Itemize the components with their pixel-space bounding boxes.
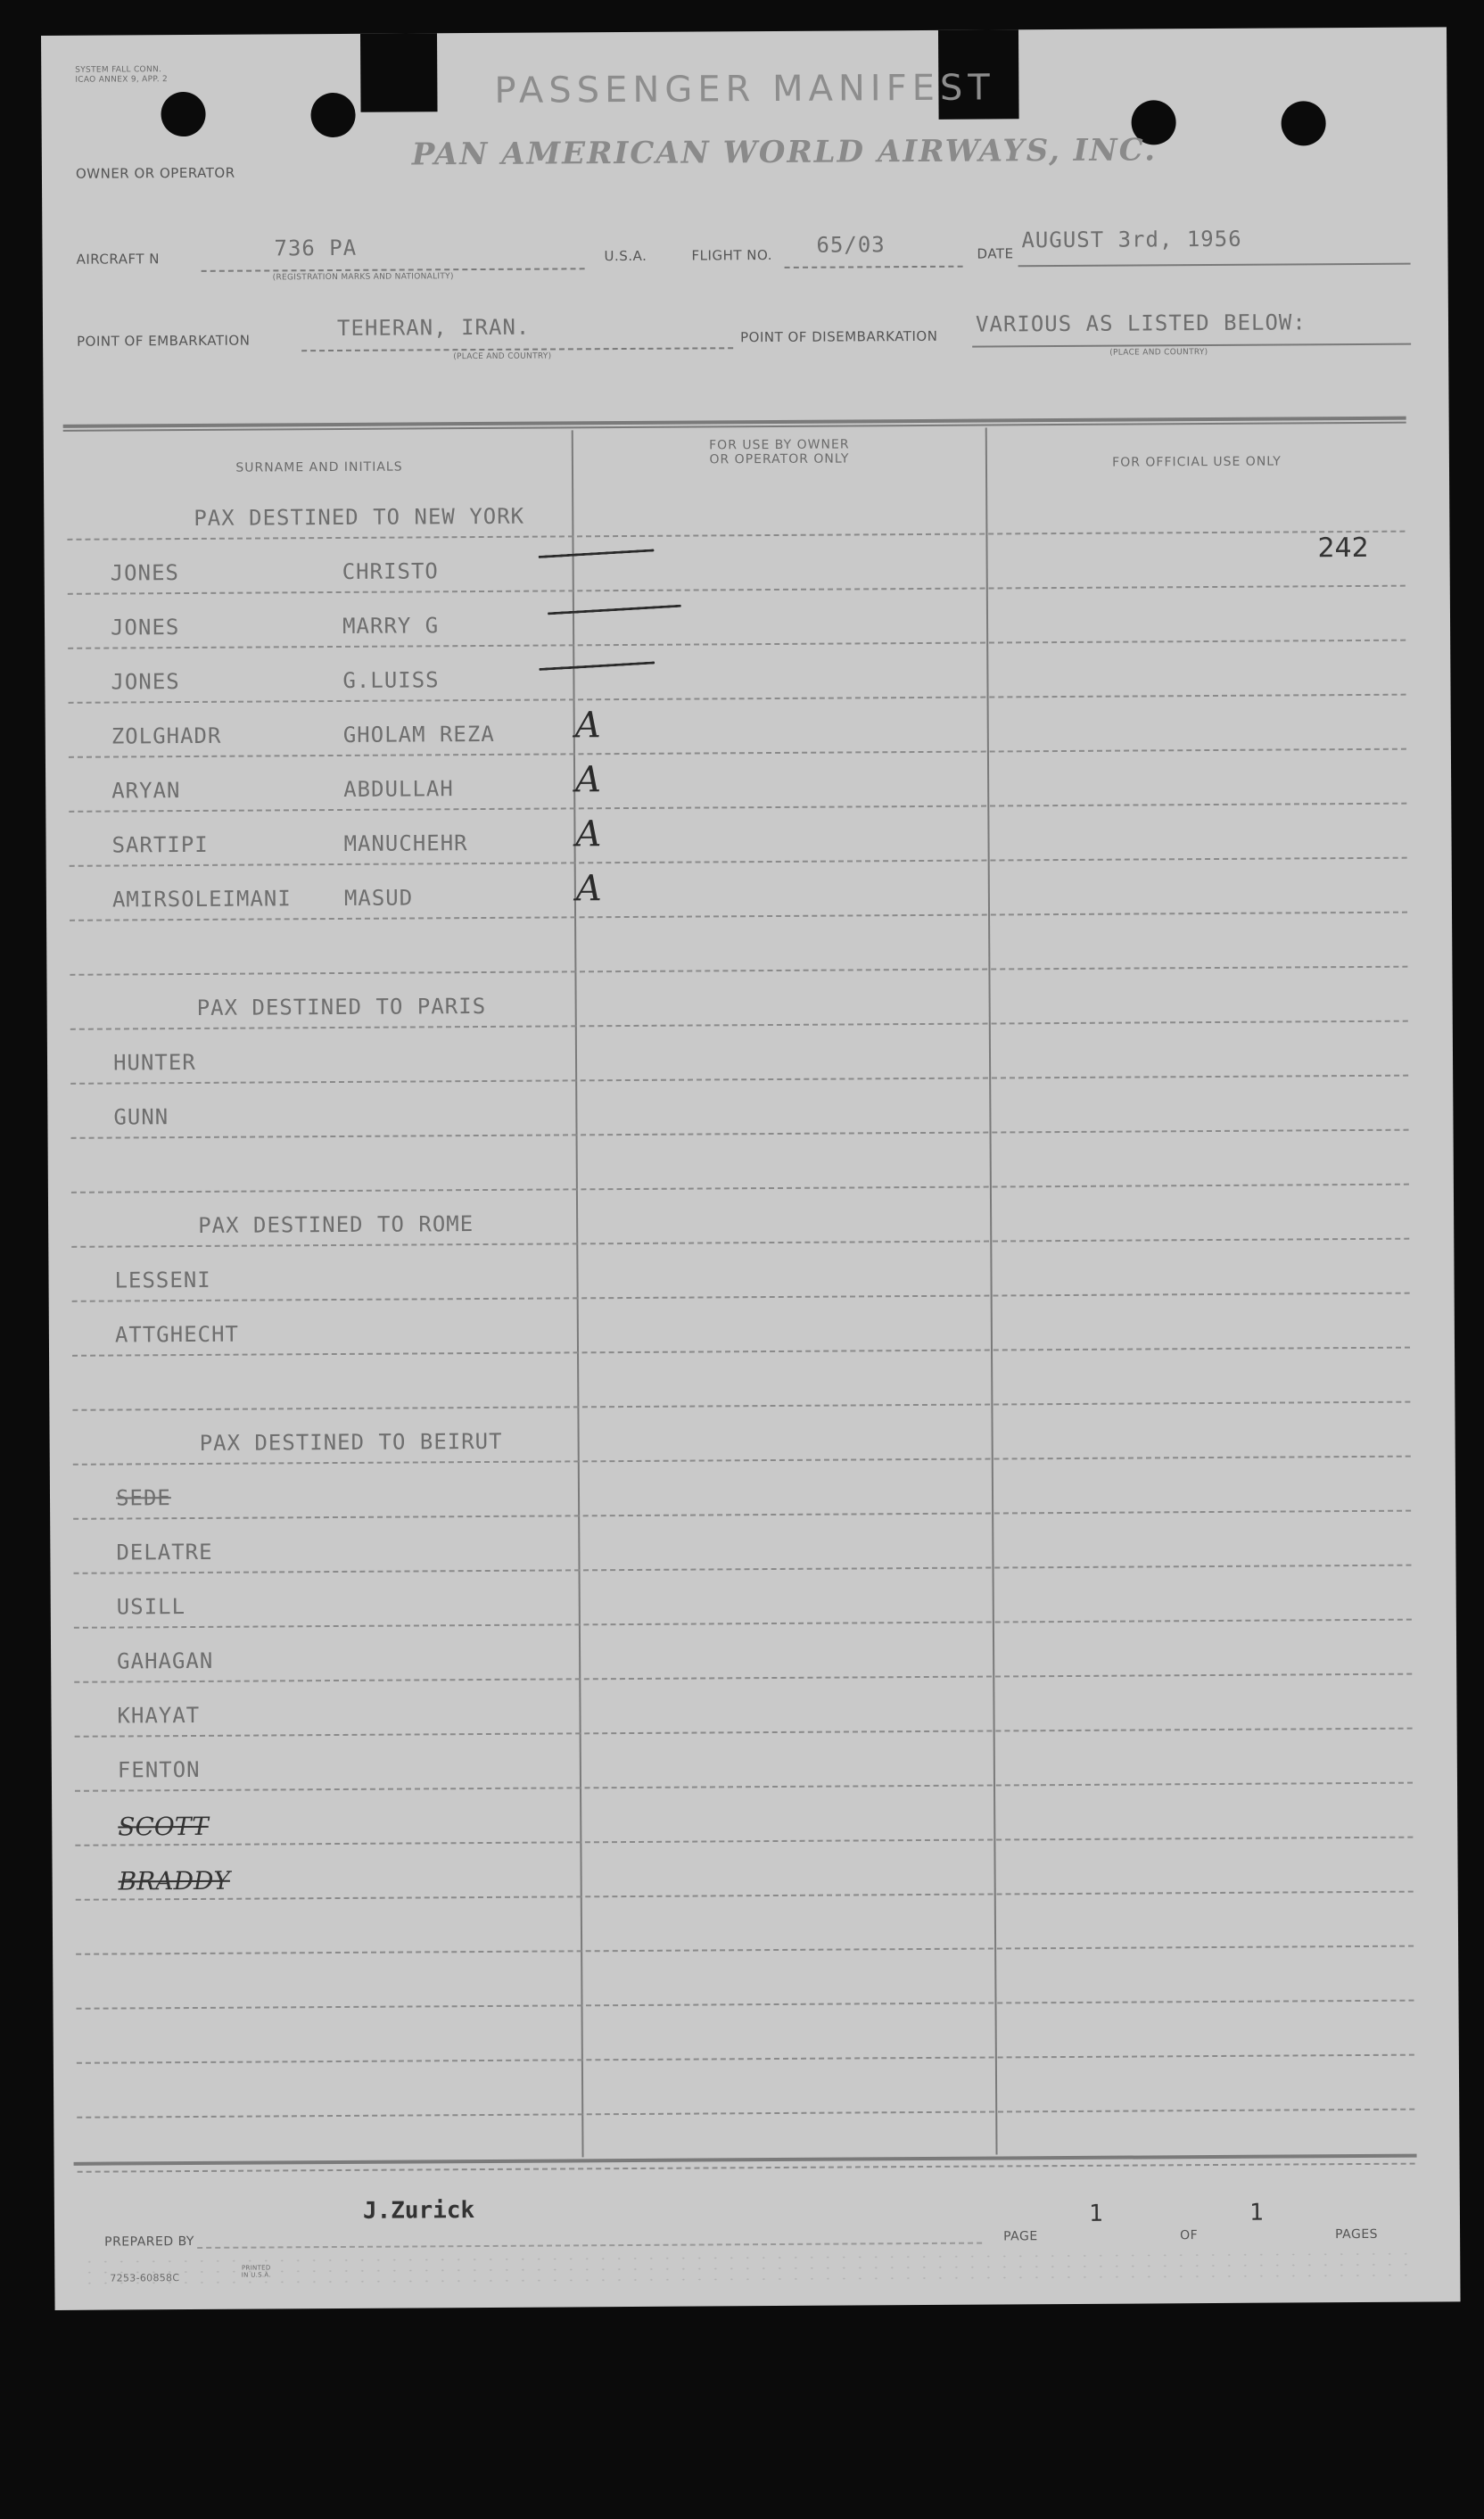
row-line <box>75 1728 1413 1738</box>
row-line <box>70 966 1407 976</box>
operator-check-mark: A <box>574 759 602 801</box>
row-line <box>67 531 1405 541</box>
row-line <box>69 694 1406 704</box>
prepared-by-value: J.Zurick <box>362 2197 475 2225</box>
row-line <box>70 912 1407 921</box>
group-heading-beirut: PAX DESTINED TO BEIRUT <box>199 1428 503 1456</box>
passenger-surname: SEDE <box>115 1485 171 1511</box>
pages-label: PAGES <box>1335 2226 1379 2242</box>
aircraft-label: AIRCRAFT N <box>76 251 161 268</box>
row-line <box>72 1293 1410 1302</box>
passenger-surname: JONES <box>110 615 180 640</box>
row-line <box>71 1184 1409 1193</box>
passenger-given-name: MANUCHEHR <box>343 830 468 856</box>
row-line <box>73 1456 1411 1466</box>
passenger-given-name: CHRISTO <box>342 558 439 584</box>
row-line <box>76 1945 1414 1955</box>
aircraft-value: 736 PA <box>274 235 358 261</box>
form-code: 7253-60858C <box>110 2272 180 2284</box>
row-line <box>70 1020 1408 1030</box>
flight-label: FLIGHT NO. <box>691 246 773 264</box>
passenger-surname: ARYAN <box>111 778 181 804</box>
passenger-surname: JONES <box>110 560 180 586</box>
date-label: DATE <box>977 245 1014 262</box>
column-divider-2 <box>985 428 998 2155</box>
passenger-given-name: GHOLAM REZA <box>342 721 495 747</box>
row-line <box>70 857 1407 867</box>
group-heading-new-york: PAX DESTINED TO NEW YORK <box>194 503 525 531</box>
date-underline <box>1018 263 1411 268</box>
passenger-surname: USILL <box>116 1594 186 1620</box>
passenger-surname: AMIRSOLEIMANI <box>111 886 292 913</box>
column-header-operator-line-2: OR OPERATOR ONLY <box>709 451 850 467</box>
page-label: PAGE <box>1003 2229 1038 2244</box>
row-line <box>71 1238 1409 1248</box>
passenger-surname: HUNTER <box>112 1049 196 1076</box>
embarkation-label: POINT OF EMBARKATION <box>77 332 251 350</box>
row-line <box>73 1510 1411 1520</box>
column-header-official: FOR OFFICIAL USE ONLY <box>1112 454 1282 470</box>
page-number: 1 <box>1088 2200 1103 2227</box>
aircraft-underline <box>202 268 585 272</box>
row-line <box>74 1673 1412 1683</box>
disembarkation-underline <box>972 343 1411 348</box>
group-heading-rome: PAX DESTINED TO ROME <box>198 1211 474 1238</box>
disembarkation-label: POINT OF DISEMBARKATION <box>740 327 938 346</box>
flight-value: 65/03 <box>816 232 886 258</box>
operator-check-mark: A <box>575 868 602 910</box>
punch-hole-left-2 <box>310 93 355 137</box>
passenger-given-name: G.LUISS <box>342 667 440 693</box>
passenger-surname: SARTIPI <box>111 831 209 858</box>
passenger-surname: LESSENI <box>114 1267 211 1293</box>
passenger-surname: GAHAGAN <box>117 1648 214 1674</box>
of-label: OF <box>1180 2228 1199 2243</box>
row-line <box>74 1619 1412 1629</box>
form-reference-line-1: SYSTEM FALL CONN. <box>75 65 162 75</box>
passenger-surname: GUNN <box>113 1104 169 1130</box>
row-line <box>69 748 1406 758</box>
row-line <box>77 2054 1414 2064</box>
disembarkation-sub: (PLACE AND COUNTRY) <box>1109 348 1208 358</box>
operator-check-dash <box>539 661 655 671</box>
passenger-surname: JONES <box>111 669 180 695</box>
owner-value: PAN AMERICAN WORLD AIRWAYS, INC. <box>411 132 1158 173</box>
date-value: AUGUST 3rd, 1956 <box>1021 226 1242 253</box>
country-label: U.S.A. <box>604 247 647 265</box>
row-line <box>70 1075 1408 1085</box>
official-note: 242 <box>1317 532 1369 565</box>
row-line <box>72 1347 1410 1357</box>
embarkation-underline <box>301 347 733 351</box>
row-line <box>72 1401 1410 1411</box>
passenger-surname: ATTGHECHT <box>114 1321 240 1348</box>
row-line <box>77 2000 1414 2010</box>
row-line <box>77 2109 1414 2118</box>
column-divider-1 <box>572 430 584 2157</box>
row-line <box>75 1782 1413 1792</box>
passenger-surname: KHAYAT <box>117 1702 201 1729</box>
passenger-given-name: MARRY G <box>342 613 440 639</box>
row-line <box>71 1129 1409 1139</box>
row-line <box>75 1837 1413 1846</box>
passenger-surname: BRADDY <box>118 1865 231 1896</box>
passenger-surname: FENTON <box>117 1756 201 1783</box>
owner-label: OWNER OR OPERATOR <box>75 164 235 182</box>
row-line <box>68 640 1406 649</box>
aircraft-sub: (REGISTRATION MARKS AND NATIONALITY) <box>272 272 454 283</box>
passenger-given-name: ABDULLAH <box>343 776 454 802</box>
printed-in: PRINTED IN U.S.A. <box>241 2264 271 2279</box>
operator-check-dash <box>548 605 681 615</box>
passenger-surname: SCOTT <box>118 1811 209 1842</box>
paper-speckle <box>81 2249 1419 2292</box>
embarkation-sub: (PLACE AND COUNTRY) <box>453 351 552 362</box>
column-header-operator <box>573 437 985 468</box>
flight-underline <box>785 266 963 268</box>
group-heading-paris: PAX DESTINED TO PARIS <box>196 993 487 1020</box>
passenger-surname: ZOLGHADR <box>111 723 222 749</box>
operator-check-mark: A <box>574 705 601 747</box>
page-title: PASSENGER MANIFEST <box>494 67 995 111</box>
column-header-surname: SURNAME AND INITIALS <box>235 459 403 475</box>
row-line <box>68 585 1406 595</box>
row-line <box>69 803 1406 813</box>
punch-hole-right-2 <box>1281 101 1325 145</box>
passenger-surname: DELATRE <box>116 1539 213 1565</box>
form-reference-line-2: ICAO ANNEX 9, APP. 2 <box>75 75 169 85</box>
operator-check-dash <box>539 549 655 558</box>
row-line <box>76 1891 1414 1901</box>
prepared-by-underline <box>197 2242 982 2249</box>
punch-hole-left-1 <box>161 92 205 136</box>
disembarkation-value: VARIOUS AS LISTED BELOW: <box>975 310 1307 337</box>
prepared-by-label: PREPARED BY <box>104 2234 195 2250</box>
embarkation-value: TEHERAN, IRAN. <box>336 314 531 341</box>
column-header-operator-line-1: FOR USE BY OWNER <box>709 437 850 453</box>
page-total: 1 <box>1249 2199 1264 2226</box>
operator-check-mark: A <box>575 814 602 855</box>
manifest-sheet <box>41 27 1461 2310</box>
form-reference <box>75 65 168 86</box>
passenger-given-name: MASUD <box>343 885 414 911</box>
row-line <box>74 1565 1412 1574</box>
binder-notch-left <box>360 33 438 112</box>
